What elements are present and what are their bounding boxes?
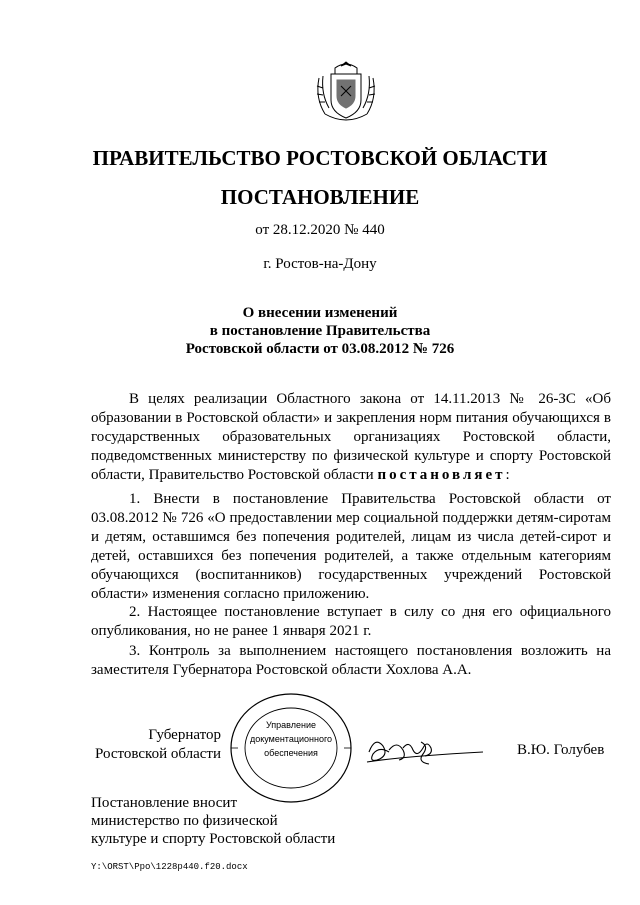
city: г. Ростов-на-Дону — [263, 256, 377, 272]
introduced-by — [91, 794, 335, 848]
document-type-title: ПОСТАНОВЛЕНИЕ — [220, 185, 420, 209]
official-seal — [229, 692, 353, 804]
item-2-paragraph: 2. Настоящее постановление вступает в силу со дня его официального опубликования, но не ранее 1 января 2021 г. — [91, 604, 611, 639]
introduced-by-line-3: культуре и спорту Ростовской области — [91, 831, 336, 847]
subject-line-1: О внесении изменений — [242, 305, 398, 321]
seal-center-line-3: обеспечения — [264, 748, 318, 758]
preamble-text: В целях реализации Областного закона от 14.11.2013 № 26-ЗС «Об образовании в Ростовской области» и закрепления норм питания обучающихся в государственных образовательных организациях Ростовской области, подведомственных министерству по физической культуре и спорту Ростовской области, Правительство Ростовской области — [91, 391, 611, 483]
date-number: от 28.12.2020 № 440 — [255, 222, 385, 238]
subject-line-3: Ростовской области от 03.08.2012 № 726 — [185, 341, 455, 357]
coat-of-arms-emblem — [313, 56, 379, 126]
preamble-colon: : — [505, 467, 510, 483]
subject-line-2: в постановление Правительства — [209, 323, 431, 339]
signatory-position — [91, 726, 221, 764]
preamble-paragraph — [91, 390, 611, 485]
decree-word: постановляет — [377, 467, 506, 483]
file-path: Y:\ORST\Ppo\1228p440.f20.docx — [91, 862, 248, 872]
seal-center-line-1: Управление — [265, 720, 317, 730]
position-line-1: Губернатор — [148, 727, 221, 743]
handwritten-signature — [365, 728, 485, 774]
item-3-paragraph: 3. Контроль за выполнением настоящего постановления возложить на заместителя Губернатора Ростовской области Хохлова А.А. — [91, 643, 611, 678]
introduced-by-line-2: министерство по физической — [91, 813, 278, 829]
organization-title: ПРАВИТЕЛЬСТВО РОСТОВСКОЙ ОБЛАСТИ — [92, 146, 548, 170]
seal-center-line-2: документационного — [249, 734, 333, 744]
signatory-name: В.Ю. Голубев — [517, 742, 605, 758]
document-subject — [0, 304, 640, 358]
position-line-2: Ростовской области — [95, 746, 221, 762]
item-1-paragraph: 1. Внести в постановление Правительства Ростовской области от 03.08.2012 № 726 «О предоставлении мер социальной поддержки детям-сиротам и детям, оставшимся без попечения родителей, лицам из числа детей-сирот и детей, оставшихся без попечения родителей, а также отдельным категориям обучающихся (воспитанников) государственных учреждений Ростовской области» изменения согласно приложению. — [91, 491, 611, 602]
introduced-by-line-1: Постановление вносит — [91, 795, 238, 811]
